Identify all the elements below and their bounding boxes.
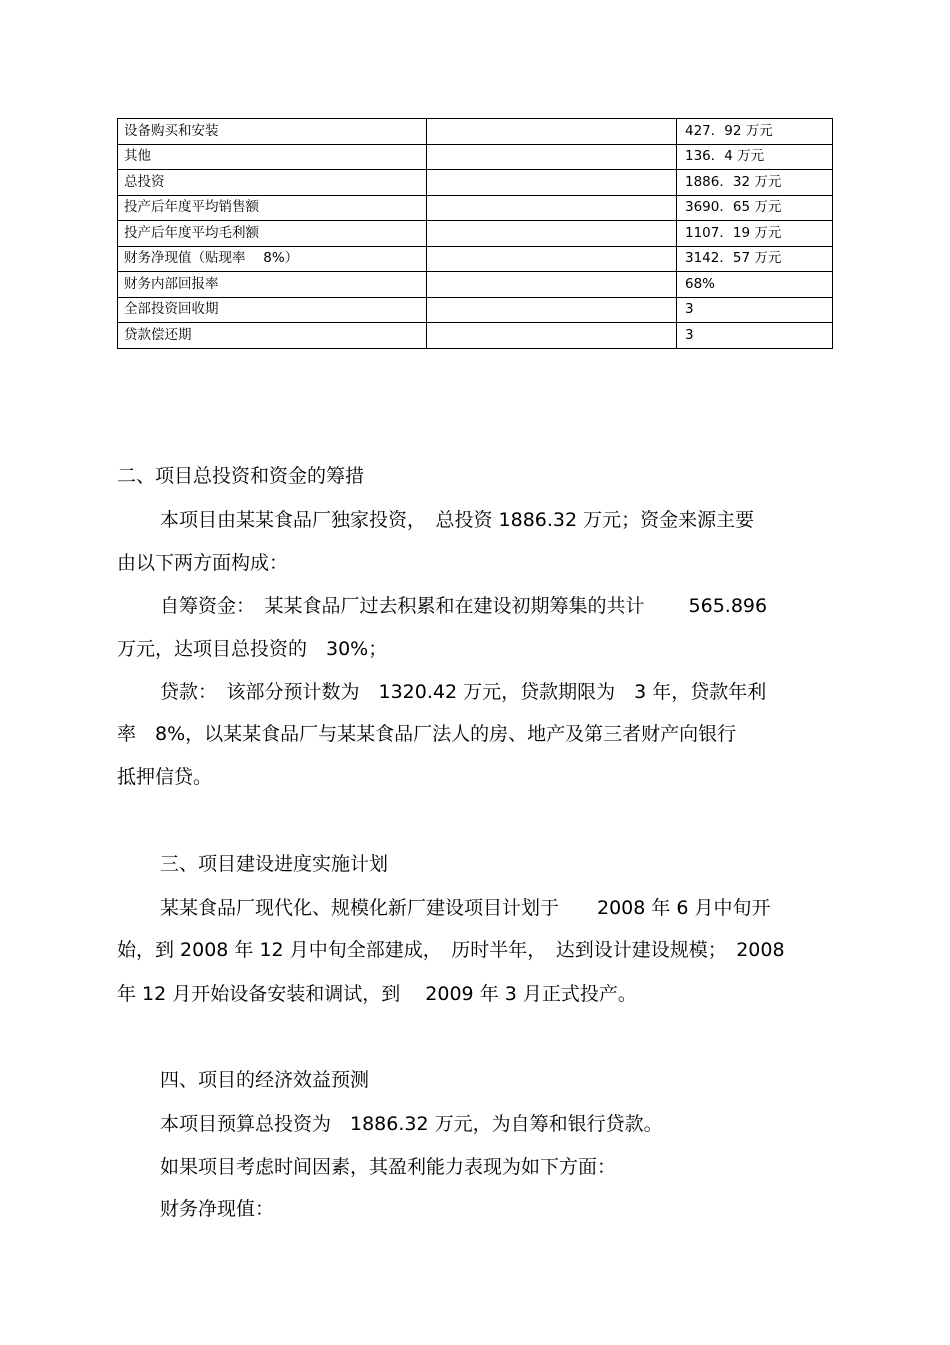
row-value: 3142．57 万元 — [677, 246, 833, 272]
row-label: 财务净现值（贴现率 8%） — [118, 246, 427, 272]
section4-heading: 四、项目的经济效益预测 — [160, 1069, 370, 1091]
row-value: 1886．32 万元 — [677, 170, 833, 196]
text-line: 本项目由某某食品厂独家投资， 总投资 1886.32 万元；资金来源主要 — [160, 509, 755, 531]
table-row — [118, 323, 833, 349]
text-line: 始，到 2008 年 12 月中旬全部建成， 历时半年， 达到设计建设规模； 2008 — [117, 939, 785, 961]
investment-summary-table — [117, 118, 833, 349]
table-row — [118, 272, 833, 298]
row-value: 1107．19 万元 — [677, 221, 833, 247]
row-value: 3690．65 万元 — [677, 195, 833, 221]
table-row — [118, 119, 833, 145]
row-value: 68% — [677, 272, 833, 298]
table-row — [118, 221, 833, 247]
row-middle — [427, 144, 677, 170]
row-middle — [427, 170, 677, 196]
text-line: 贷款： 该部分预计数为 1320.42 万元，贷款期限为 3 年，贷款年利 — [160, 681, 767, 703]
text-line: 率 8%，以某某食品厂与某某食品厂法人的房、地产及第三者财产向银行 — [117, 723, 737, 745]
investment-summary-body — [118, 119, 833, 349]
text-line: 抵押信贷。 — [117, 766, 213, 788]
row-middle — [427, 221, 677, 247]
row-middle — [427, 297, 677, 323]
text-line: 某某食品厂现代化、规模化新厂建设项目计划于 2008 年 6 月中旬开 — [160, 897, 771, 919]
row-value: 3 — [677, 323, 833, 349]
row-label: 设备购买和安装 — [118, 119, 427, 145]
text-line: 如果项目考虑时间因素，其盈利能力表现为如下方面： — [160, 1156, 617, 1178]
table-row — [118, 297, 833, 323]
row-label: 投产后年度平均毛利额 — [118, 221, 427, 247]
row-value: 427．92 万元 — [677, 119, 833, 145]
row-middle — [427, 195, 677, 221]
text-line: 财务净现值： — [160, 1198, 275, 1220]
text-line: 由以下两方面构成： — [117, 552, 289, 574]
row-label: 其他 — [118, 144, 427, 170]
table-row — [118, 144, 833, 170]
table-row — [118, 246, 833, 272]
text-line: 自筹资金： 某某食品厂过去积累和在建设初期筹集的共计 565.896 — [160, 595, 768, 617]
row-label: 投产后年度平均销售额 — [118, 195, 427, 221]
row-middle — [427, 246, 677, 272]
section3-heading: 三、项目建设进度实施计划 — [160, 853, 389, 875]
row-middle — [427, 323, 677, 349]
row-label: 财务内部回报率 — [118, 272, 427, 298]
section2-heading: 二、项目总投资和资金的筹措 — [117, 465, 365, 487]
row-label: 全部投资回收期 — [118, 297, 427, 323]
row-value: 3 — [677, 297, 833, 323]
row-value: 136．4 万元 — [677, 144, 833, 170]
table-row — [118, 195, 833, 221]
text-line: 本项目预算总投资为 1886.32 万元，为自筹和银行贷款。 — [160, 1113, 663, 1135]
row-middle — [427, 272, 677, 298]
table-row — [118, 170, 833, 196]
text-line: 年 12 月开始设备安装和调试，到 2009 年 3 月正式投产。 — [117, 983, 637, 1005]
row-middle — [427, 119, 677, 145]
text-line: 万元，达项目总投资的 30%； — [117, 638, 388, 660]
row-label: 总投资 — [118, 170, 427, 196]
row-label: 贷款偿还期 — [118, 323, 427, 349]
